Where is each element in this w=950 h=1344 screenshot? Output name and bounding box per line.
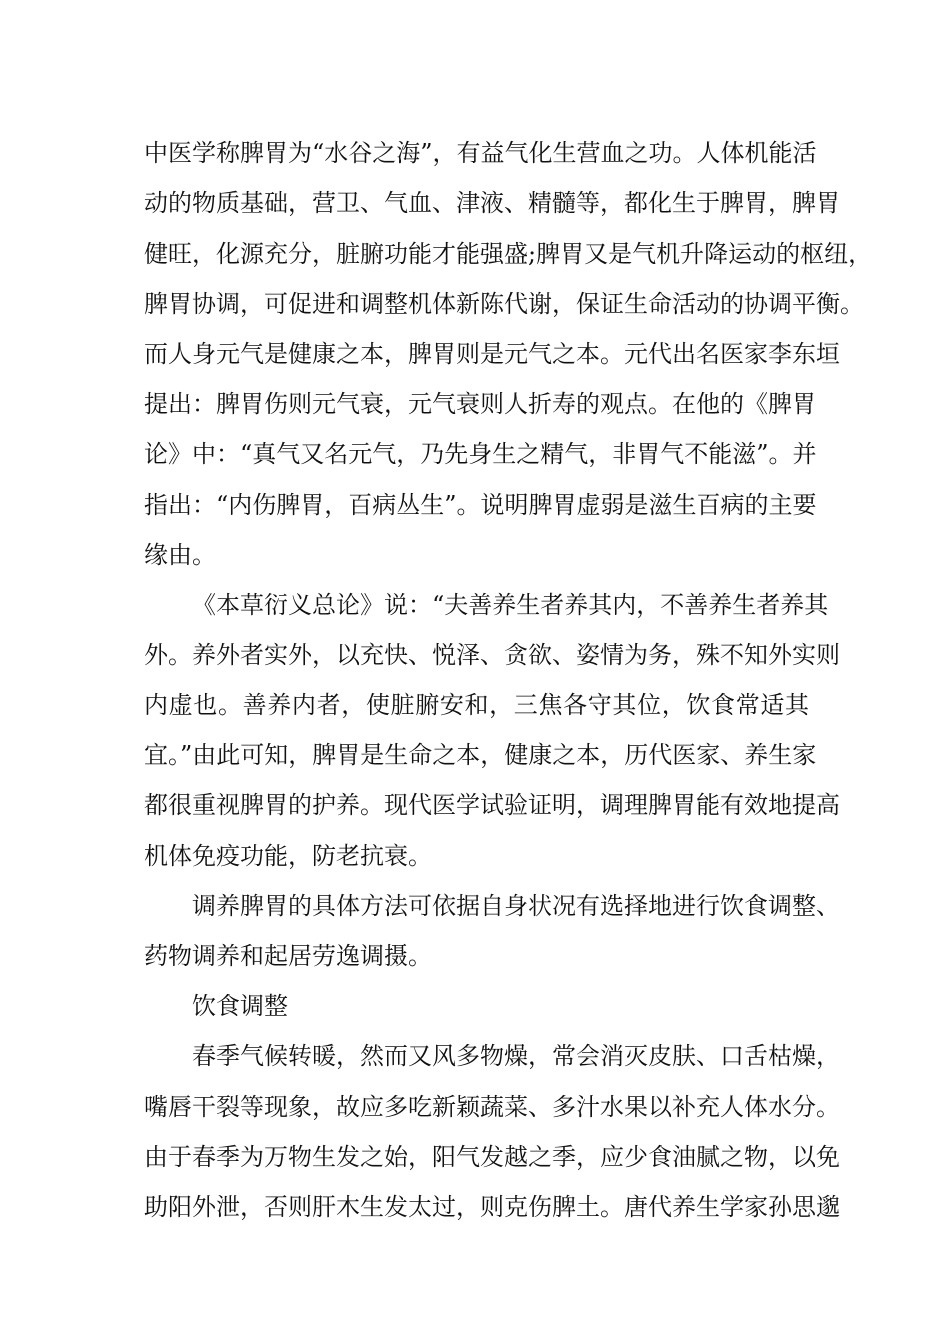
text-line: 缘由。 bbox=[144, 541, 216, 569]
text-line: 外。养外者实外，以充快、悦泽、贪欲、姿情为务，殊不知外实则 bbox=[144, 641, 840, 669]
text-line: 调养脾胃的具体方法可依据自身状况有选择地进行饮食调整、 bbox=[192, 892, 840, 920]
section-heading: 饮食调整 bbox=[192, 992, 288, 1020]
text-line: 内虚也。善养内者，使脏腑安和，三焦各守其位，饮食常适其 bbox=[144, 691, 810, 719]
text-line: 而人身元气是健康之本，脾胃则是元气之本。元代出名医家李东垣 bbox=[144, 340, 840, 368]
text-line: 《本草衍义总论》说：“夫善养生者养其内，不善养生者养其 bbox=[192, 591, 829, 619]
text-line: 中医学称脾胃为“水谷之海”，有益气化生营血之功。人体机能活 bbox=[144, 139, 817, 167]
text-line: 嘴唇干裂等现象，故应多吃新颖蔬菜、多汁水果以补充人体水分。 bbox=[144, 1093, 840, 1121]
text-line: 助阳外泄，否则肝木生发太过，则克伤脾土。唐代养生学家孙思邈 bbox=[144, 1193, 840, 1221]
text-line: 动的物质基础，营卫、气血、津液、精髓等，都化生于脾胃，脾胃 bbox=[144, 189, 840, 217]
text-line: 春季气候转暖，然而又风多物燥，常会消灭皮肤、口舌枯燥， bbox=[192, 1042, 840, 1070]
text-line: 提出：脾胃伤则元气衰，元气衰则人折寿的观点。在他的《脾胃 bbox=[144, 390, 816, 418]
text-line: 都很重视脾胃的护养。现代医学试验证明，调理脾胃能有效地提高 bbox=[144, 791, 840, 819]
text-line: 机体免疫功能，防老抗衰。 bbox=[144, 842, 432, 870]
text-line: 宜。”由此可知，脾胃是生命之本，健康之本，历代医家、养生家 bbox=[144, 741, 817, 769]
text-line: 脾胃协调，可促进和调整机体新陈代谢，保证生命活动的协调平衡。 bbox=[144, 290, 864, 318]
text-line: 指出：“内伤脾胃，百病丛生”。说明脾胃虚弱是滋生百病的主要 bbox=[144, 491, 817, 519]
text-line: 健旺，化源充分，脏腑功能才能强盛;脾胃又是气机升降运动的枢纽， bbox=[144, 240, 873, 268]
text-line: 由于春季为万物生发之始，阳气发越之季，应少食油腻之物，以免 bbox=[144, 1143, 840, 1171]
text-line: 论》中：“真气又名元气，乃先身生之精气，非胃气不能滋”。并 bbox=[144, 440, 817, 468]
text-line: 药物调养和起居劳逸调摄。 bbox=[144, 942, 432, 970]
